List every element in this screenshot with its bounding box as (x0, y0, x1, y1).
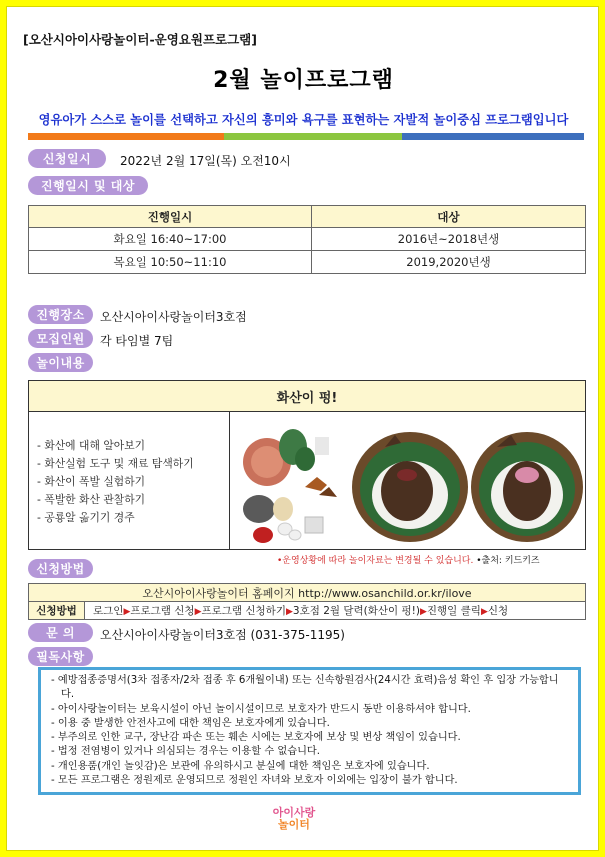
activity-list (37, 437, 227, 527)
capacity-value: 각 타임별 7팀 (100, 334, 174, 348)
activity-divider (229, 412, 230, 550)
logo (259, 807, 329, 837)
schedule-target-cell: 2016년~2018년생 (312, 228, 586, 251)
table-row (29, 602, 586, 620)
logo-line1: 아이사랑 (272, 806, 316, 819)
list-item: - 공룡알 옮기기 경주 (37, 511, 135, 524)
page-title: 2월 놀이프로그램 (213, 68, 394, 93)
list-item: - 화산실험 도구 및 재료 탐색하기 (37, 457, 194, 470)
program-category-label: [오산시아이사랑놀이터-운영요원프로그램] (23, 32, 257, 47)
inquiry-label: 문 의 (28, 623, 93, 642)
schedule-label: 진행일시 및 대상 (28, 176, 148, 195)
schedule-table (28, 205, 586, 274)
apply-step: 진행일 클릭 (426, 605, 481, 617)
capacity-label: 모집인원 (28, 329, 93, 348)
schedule-target-cell: 2019,2020년생 (312, 251, 586, 274)
list-item: - 개인용품(개인 놀잇감)은 보관에 유의하시고 분실에 대한 책임은 보호자에 있습니다. (51, 760, 430, 772)
table-row (29, 251, 586, 274)
schedule-time-cell: 화요일 16:40~17:00 (29, 228, 312, 251)
apply-steps-label: 신청방법 (29, 602, 85, 620)
notice-source: •출처: 키드키즈 (476, 556, 540, 566)
schedule-time-cell: 목요일 10:50~11:10 (29, 251, 312, 274)
list-item: - 화산이 폭발 실험하기 (37, 475, 146, 488)
homepage-link[interactable]: 오산시아이사랑놀이터 홈페이지 http://www.osanchild.or.kr/ilove (29, 584, 586, 602)
apply-steps (85, 602, 586, 620)
venue-value: 오산시아이사랑놀이터3호점 (100, 310, 247, 324)
venue-label: 진행장소 (28, 305, 93, 324)
divider-orange (28, 133, 224, 140)
rules-box (38, 667, 581, 795)
apply-step: 로그인 (93, 605, 124, 617)
apply-date-label: 신청일시 (28, 149, 106, 168)
arrow-right-icon: ▶ (480, 607, 488, 617)
apply-step: 프로그램 신청하기 (201, 605, 286, 617)
activity-label: 놀이내용 (28, 353, 93, 372)
arrow-right-icon: ▶ (285, 607, 293, 617)
list-item: - 폭발한 화산 관찰하기 (37, 493, 146, 506)
list-item: - 법정 전염병이 있거나 의심되는 경우는 이용할 수 없습니다. (51, 746, 321, 758)
color-divider-bar (28, 133, 584, 140)
arrow-right-icon: ▶ (419, 607, 427, 617)
list-item: - 아이사랑놀이터는 보육시설이 아닌 놀이시설이므로 보호자가 반드시 동반 이용하셔야 합니다. (51, 703, 471, 715)
page-frame (6, 6, 599, 851)
apply-step: 프로그램 신청 (130, 605, 195, 617)
list-item: - 이용 중 발생한 안전사고에 대한 책임은 보호자에게 있습니다. (51, 717, 330, 729)
list-item: - 모든 프로그램은 정원제로 운영되므로 정원인 자녀와 보호자 이외에는 입장이 불가 합니다. (51, 775, 458, 787)
rules-label: 필독사항 (28, 647, 93, 666)
notice-text (277, 553, 540, 566)
divider-blue (402, 133, 584, 140)
schedule-header-target: 대상 (312, 206, 586, 228)
table-row (29, 228, 586, 251)
arrow-right-icon: ▶ (194, 607, 202, 617)
apply-date-value: 2022년 2월 17일(목) 오전10시 (120, 154, 291, 168)
activity-box (28, 380, 586, 550)
logo-line2: 놀이터 (278, 818, 310, 831)
rules-list (51, 674, 570, 788)
activity-title: 화산이 펑! (29, 381, 585, 412)
schedule-header-row (29, 206, 586, 228)
notice-change: •운영상황에 따라 놀이자료는 변경될 수 있습니다. (277, 556, 474, 566)
page-subtitle: 영유아가 스스로 놀이를 선택하고 자신의 흥미와 욕구를 표현하는 자발적 놀이중심 프로그램입니다 (38, 113, 569, 127)
divider-green (224, 133, 402, 140)
apply-step: 3호점 2월 달력(화산이 펑!) (292, 605, 420, 617)
apply-step: 신청 (487, 605, 509, 617)
apply-method-label: 신청방법 (28, 559, 93, 578)
inquiry-value: 오산시아이사랑놀이터3호점 (031-375-1195) (100, 628, 345, 642)
schedule-header-time: 진행일시 (29, 206, 312, 228)
list-item: - 화산에 대해 알아보기 (37, 439, 146, 452)
list-item: - 예방접종증명서(3차 접종자/2차 접종 후 6개월이내) 또는 신속항원검사(24시간 효력)음성 확인 후 입장 가능합니다. (51, 675, 559, 701)
volcano-kit-image (235, 417, 583, 547)
arrow-right-icon: ▶ (123, 607, 131, 617)
table-row (29, 584, 586, 602)
apply-method-table (28, 583, 586, 620)
list-item: - 부주의로 인한 교구, 장난감 파손 또는 훼손 시에는 보호자에 보상 및 변상 책임이 있습니다. (51, 732, 461, 744)
